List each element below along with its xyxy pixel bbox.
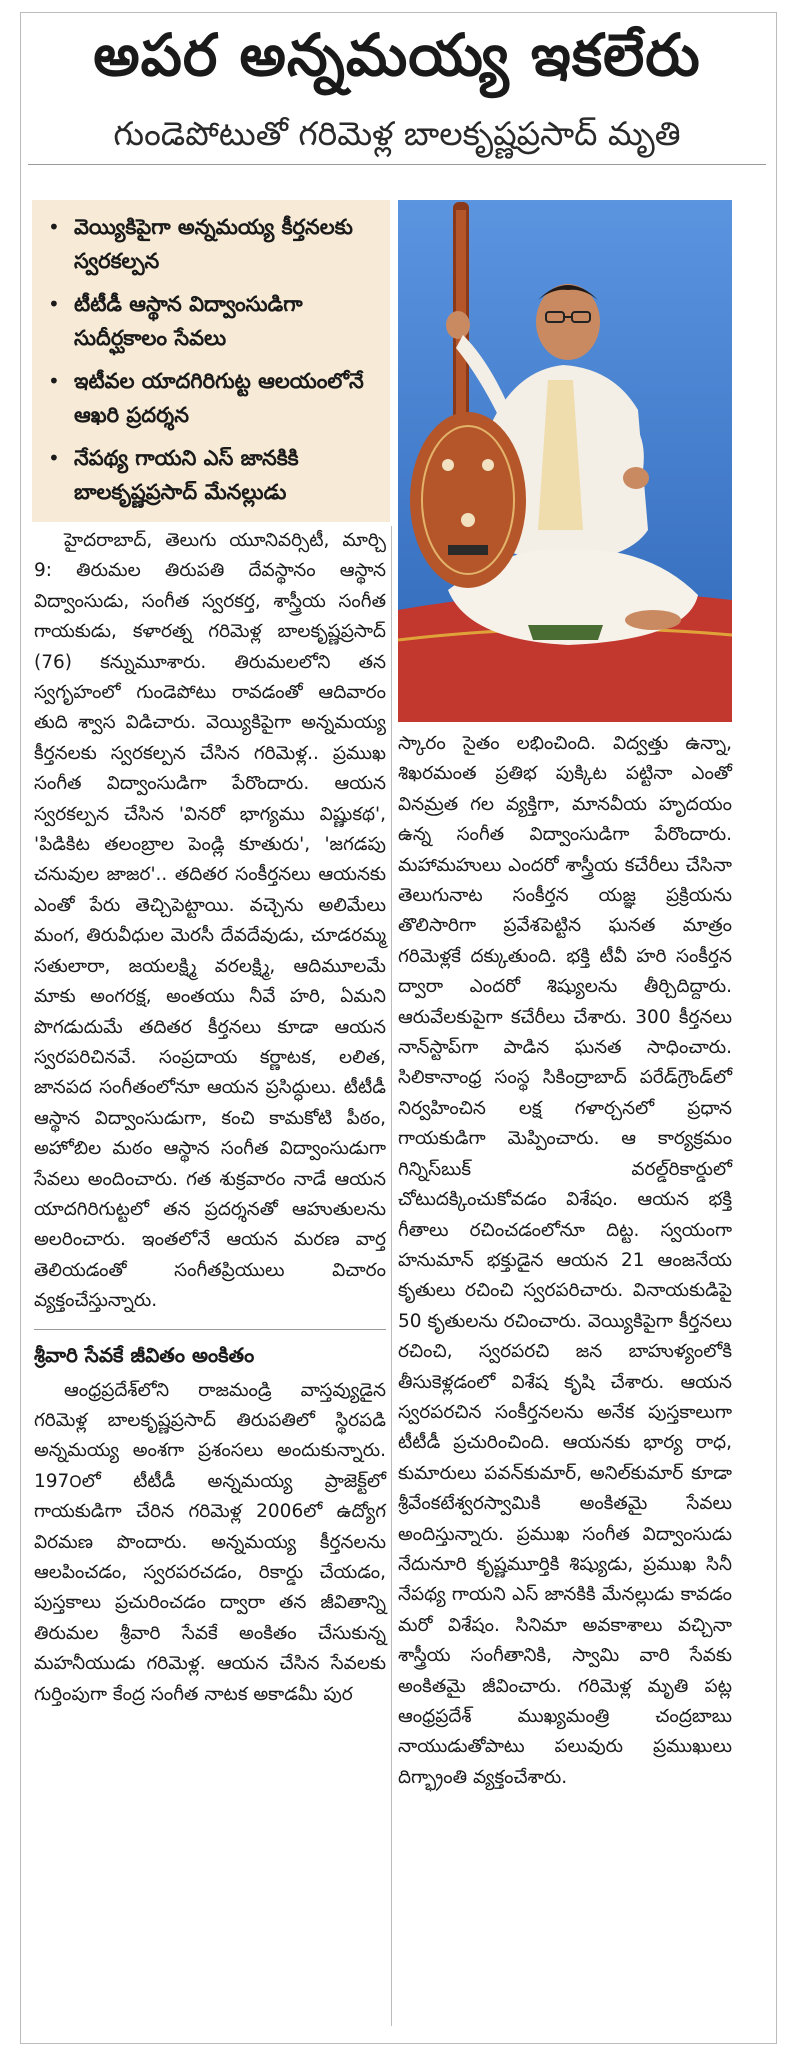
article-column-left — [34, 526, 386, 1710]
highlight-text: ఇటీవల యాదగిరిగుట్ట ఆలయంలోనే ఆఖరి ప్రదర్శన — [74, 369, 364, 427]
highlight-item — [48, 210, 380, 278]
highlight-text: వెయ్యికిపైగా అన్నమయ్య కీర్తనలకు స్వరకల్పన — [74, 215, 353, 273]
article-body-text-continued: స్కారం సైతం లభించింది. విద్వత్తు ఉన్నా, శిఖరమంత ప్రతిభ పుక్కిట పట్టినా ఎంతో వినమ్రత గల వ్యక్తిగా, మానవీయ హృదయం ఉన్న సంగీత విద్వాంసుడిగా పేరొందారు. మహామహులు ఎందరో శాస్త్రీయ కచేరీలు చేసినా తెలుగునాట సంకీర్తన యజ్ఞ ప్రక్రియను తొలిసారిగా ప్రవేశపెట్టిన ఘనత మాత్రం గరిమెళ్లకే దక్కుతుంది. భక్తి టీవీ హరి సంకీర్తన ద్వారా ఎందరో శిష్యులను తీర్చిదిద్దారు. ఆరువేలకుపైగా కచేరీలు చేశారు. 300 కీర్తనలు నాన్‌స్టాప్‌గా పాడిన ఘనత సాధించారు. సిలికానాంధ్ర సంస్థ సికింద్రాబాద్ పరేడ్‌గ్రౌండ్‌లో నిర్వహించిన లక్ష గళార్చనలో ప్రధాన గాయకుడిగా మెప్పించారు. ఆ కార్యక్రమం గిన్నిస్‌బుక్ వరల్డ్‌రికార్డులో చోటుదక్కించుకోవడం విశేషం. ఆయన భక్తి గీతాలు రచించడంలోనూ దిట్ట. స్వయంగా హనుమాన్ భక్తుడైన ఆయన 21 ఆంజనేయ కృతులు రచించి స్వరపరిచారు. వినాయకుడిపై 50 కృతులను రచించారు. వెయ్యికిపైగా కీర్తనలు రచించి, స్వరపరచి జన బాహుళ్యంలోకి తీసుకెళ్లడంలో విశేష కృషి చేశారు. ఆయన స్వరపరచిన సంకీర్తనలను అనేక పుస్తకాలుగా టీటీడీ ప్రచురించింది. ఆయనకు భార్య రాధ, కుమారులు పవన్‌కుమార్, అనిల్‌కుమార్ కూడా శ్రీవేంకటేశ్వరస్వామికి అంకితమై సేవలు అందిస్తున్నారు. ప్రముఖ సంగీత విద్వాంసుడు నేదునూరి కృష్ణమూర్తికి శిష్యుడు, ప్రముఖ సినీ నేపథ్య గాయని ఎస్ జానకికి మేనల్లుడు కావడం మరో విశేషం. సినిమా అవకాశాలు వచ్చినా శాస్త్రీయ సంగీతానికి, స్వామి వారి సేవకు అంకితమై జీవించారు. గరిమెళ్ల మృతి పట్ల ఆంధ్రప్రదేశ్ ముఖ్యమంత్రి చంద్రబాబు నాయుడుతోపాటు పలువురు ప్రముఖులు దిగ్భ్రాంతి వ్యక్తంచేశారు. — [398, 733, 732, 1788]
highlight-item — [48, 364, 380, 432]
musician-photo — [398, 200, 732, 722]
highlight-item — [48, 287, 380, 355]
bullet-icon: • — [48, 446, 60, 470]
bullet-icon: • — [48, 292, 60, 316]
bullet-icon: • — [48, 369, 60, 393]
section-body-text: ఆంధ్రప్రదేశ్‌లోని రాజమండ్రి వాస్తవ్యుడైన గరిమెళ్ల బాలకృష్ణప్రసాద్ తిరుపతిలో స్థిరపడి అన్నమయ్య అంశగా ప్రశంసలు అందుకున్నారు. 197౦లో టీటీడీ అన్నమయ్య ప్రాజెక్ట్‌లో గాయకుడిగా చేరిన గరిమెళ్ల 2006లో ఉద్యోగ విరమణ పొందారు. అన్నమయ్య కీర్తనలను ఆలపించడం, స్వరపరచడం, రికార్డు చేయడం, పుస్తకాలు ప్రచురించడం ద్వారా తన జీవితాన్ని తిరుమల శ్రీవారి సేవకే అంకితం చేసుకున్న మహనీయుడు గరిమెళ్ల. ఆయన చేసిన సేవలకు గుర్తింపుగా కేంద్ర సంగీత నాటక అకాడమీ పుర — [34, 1379, 386, 1705]
section-rule — [34, 1329, 386, 1330]
musician-illustration — [398, 200, 732, 722]
subheadline-rule — [28, 164, 766, 165]
article-column-right — [398, 729, 732, 1793]
bullet-icon: • — [48, 215, 60, 239]
highlight-text: టీటీడీ ఆస్థాన విద్వాంసుడిగా సుదీర్ఘకాలం సేవలు — [74, 292, 303, 350]
article-body-text: హైదరాబాద్, తెలుగు యూనివర్సిటీ, మార్చి 9: తిరుమల తిరుపతి దేవస్థానం ఆస్థాన విద్వాంసుడు, సంగీత స్వరకర్త, శాస్త్రీయ సంగీత గాయకుడు, కళారత్న గరిమెళ్ల బాలకృష్ణప్రసాద్ (76) కన్నుమూశారు. తిరుమలలోని తన స్వగృహంలో గుండెపోటు రావడంతో ఆదివారం తుది శ్వాస విడిచారు. వెయ్యికిపైగా అన్నమయ్య కీర్తనలకు స్వరకల్పన చేసిన గరిమెళ్ల.. ప్రముఖ సంగీత విద్వాంసుడిగా పేరొందారు. ఆయన స్వరకల్పన చేసిన 'వినరో భాగ్యము విష్ణుకథ', 'పిడికిట తలంబ్రాల పెండ్లి కూతురు', 'జగడపు చనువుల జాజర'.. తదితర సంకీర్తనలు ఆయనకు ఎంతో పేరు తెచ్చిపెట్టాయి. వచ్చెను అలిమేలు మంగ, తిరువీధుల మెరసీ దేవదేవుడు, చూడరమ్మ సతులారా, జయలక్ష్మి వరలక్ష్మి, ఆదిమూలమే మాకు అంగరక్ష, అంతయు నీవే హరి, ఏమని పొగడుదుమే తదితర కీర్తనలు కూడా ఆయన స్వరపరిచినవే. సంప్రదాయ కర్ణాటక, లలిత, జానపద సంగీతంలోనూ ఆయన ప్రసిద్ధులు. టీటీడీ ఆస్థాన విద్వాంసుడుగా, కంచి కామకోటి పీఠం, అహోబిల మఠం ఆస్థాన సంగీత విద్వాంసుడుగా సేవలు అందించారు. గత శుక్రవారం నాడే ఆయన యాదగిరిగుట్టలో తన ప్రదర్శనతో ఆహుతులను అలరించారు. ఇంతలోనే ఆయన మరణ వార్త తెలియడంతో సంగీతప్రియులు విచారం వ్యక్తంచేస్తున్నారు. — [34, 530, 386, 1312]
highlight-text: నేపథ్య గాయని ఎస్ జానకికి బాలకృష్ణప్రసాద్ మేనల్లుడు — [74, 446, 299, 504]
headline: అపర అన్నమయ్య ఇకలేరు — [93, 21, 701, 89]
highlight-item — [48, 441, 380, 509]
highlights-box — [32, 200, 390, 522]
subheadline: గుండెపోటుతో గరిమెళ్ల బాలకృష్ణప్రసాద్ మృతి — [113, 114, 681, 153]
column-divider — [391, 526, 392, 2026]
section-heading: శ్రీవారి సేవకే జీవితం అంకితం — [34, 1342, 255, 1367]
